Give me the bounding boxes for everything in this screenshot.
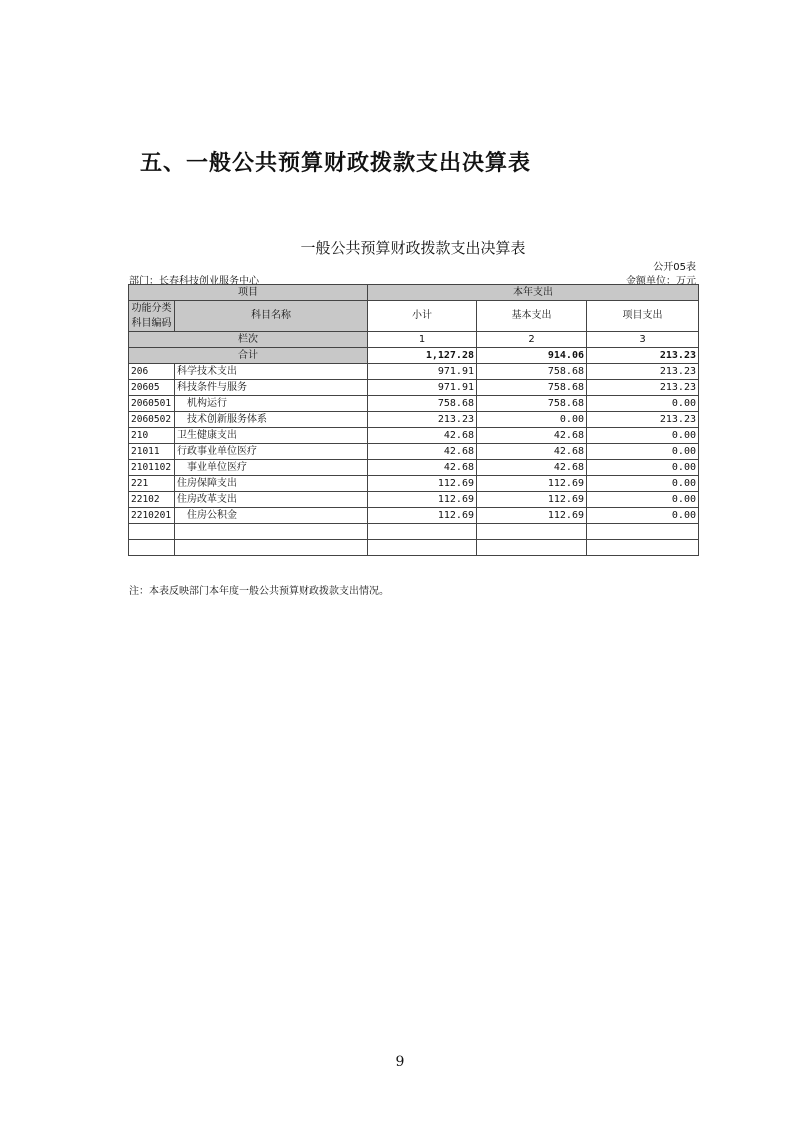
- empty-cell: [368, 540, 477, 556]
- table-row: [129, 444, 699, 460]
- project-cell: 0.00: [587, 460, 699, 476]
- header-current-year: 本年支出: [368, 285, 699, 301]
- empty-cell: [175, 524, 368, 540]
- basic-cell: 758.68: [477, 364, 587, 380]
- empty-cell: [477, 540, 587, 556]
- total-row: [129, 348, 699, 364]
- empty-row: [129, 540, 699, 556]
- column-number-2: 2: [477, 332, 587, 348]
- subject-code: 20605: [129, 380, 175, 396]
- subject-name: 住房公积金: [175, 508, 368, 524]
- table-row: [129, 476, 699, 492]
- subtotal-cell: 42.68: [368, 444, 477, 460]
- subtotal-cell: 112.69: [368, 492, 477, 508]
- project-cell: 0.00: [587, 476, 699, 492]
- empty-cell: [477, 524, 587, 540]
- table-title: 一般公共预算财政拨款支出决算表: [300, 239, 526, 257]
- subtotal-cell: 971.91: [368, 364, 477, 380]
- subtotal-cell: 213.23: [368, 412, 477, 428]
- header-project: 项目: [129, 285, 368, 301]
- form-number: 公开05表: [653, 262, 696, 273]
- table-row: [129, 428, 699, 444]
- total-basic: 914.06: [477, 348, 587, 364]
- subject-name: 行政事业单位医疗: [175, 444, 368, 460]
- column-number-3: 3: [587, 332, 699, 348]
- empty-cell: [175, 540, 368, 556]
- project-cell: 213.23: [587, 412, 699, 428]
- project-cell: 0.00: [587, 492, 699, 508]
- subtotal-cell: 42.68: [368, 460, 477, 476]
- table-note: 注：本表反映部门本年度一般公共预算财政拨款支出情况。: [129, 586, 389, 597]
- page-heading: 五、一般公共预算财政拨款支出决算表: [140, 151, 532, 176]
- total-label: 合计: [129, 348, 368, 364]
- basic-cell: 758.68: [477, 380, 587, 396]
- basic-cell: 42.68: [477, 460, 587, 476]
- project-cell: 0.00: [587, 428, 699, 444]
- table-row: [129, 508, 699, 524]
- basic-cell: 42.68: [477, 444, 587, 460]
- header-subtotal: 小计: [368, 301, 477, 332]
- basic-cell: 112.69: [477, 492, 587, 508]
- basic-cell: 0.00: [477, 412, 587, 428]
- column-label: 栏次: [129, 332, 368, 348]
- column-number-row: [129, 332, 699, 348]
- basic-cell: 758.68: [477, 396, 587, 412]
- subject-code: 221: [129, 476, 175, 492]
- empty-row: [129, 524, 699, 540]
- total-subtotal: 1,127.28: [368, 348, 477, 364]
- subject-name: 科学技术支出: [175, 364, 368, 380]
- amount-unit-label: 金额单位：万元: [626, 276, 696, 287]
- subject-name: 住房保障支出: [175, 476, 368, 492]
- subtotal-cell: 112.69: [368, 476, 477, 492]
- subject-name: 卫生健康支出: [175, 428, 368, 444]
- project-cell: 213.23: [587, 380, 699, 396]
- subtotal-cell: 971.91: [368, 380, 477, 396]
- subject-name: 技术创新服务体系: [175, 412, 368, 428]
- subject-code: 210: [129, 428, 175, 444]
- table-row: [129, 412, 699, 428]
- empty-cell: [368, 524, 477, 540]
- subject-code: 2210201: [129, 508, 175, 524]
- table-row: [129, 460, 699, 476]
- subtotal-cell: 758.68: [368, 396, 477, 412]
- subject-code: 22102: [129, 492, 175, 508]
- expenditure-table: [128, 284, 699, 556]
- subject-code: 2101102: [129, 460, 175, 476]
- subject-code: 21011: [129, 444, 175, 460]
- empty-cell: [587, 540, 699, 556]
- empty-cell: [587, 524, 699, 540]
- subtotal-cell: 112.69: [368, 508, 477, 524]
- empty-cell: [129, 524, 175, 540]
- table-row: [129, 364, 699, 380]
- basic-cell: 112.69: [477, 476, 587, 492]
- subject-name: 事业单位医疗: [175, 460, 368, 476]
- total-project: 213.23: [587, 348, 699, 364]
- header-row-2: [129, 301, 699, 332]
- project-cell: 0.00: [587, 508, 699, 524]
- empty-cell: [129, 540, 175, 556]
- table-row: [129, 396, 699, 412]
- project-cell: 0.00: [587, 396, 699, 412]
- subject-code: 2060502: [129, 412, 175, 428]
- subject-code: 2060501: [129, 396, 175, 412]
- subject-name: 住房改革支出: [175, 492, 368, 508]
- column-number-1: 1: [368, 332, 477, 348]
- header-row-1: [129, 285, 699, 301]
- project-cell: 213.23: [587, 364, 699, 380]
- subject-name: 机构运行: [175, 396, 368, 412]
- table-row: [129, 380, 699, 396]
- department-label: 部门：长春科技创业服务中心: [129, 276, 259, 287]
- header-func-code: 功能分类 科目编码: [129, 301, 175, 332]
- basic-cell: 42.68: [477, 428, 587, 444]
- subject-code: 206: [129, 364, 175, 380]
- header-project-exp: 项目支出: [587, 301, 699, 332]
- subtotal-cell: 42.68: [368, 428, 477, 444]
- header-subject-name: 科目名称: [175, 301, 368, 332]
- header-basic: 基本支出: [477, 301, 587, 332]
- basic-cell: 112.69: [477, 508, 587, 524]
- subject-name: 科技条件与服务: [175, 380, 368, 396]
- project-cell: 0.00: [587, 444, 699, 460]
- page-number: 9: [395, 1054, 405, 1070]
- table-row: [129, 492, 699, 508]
